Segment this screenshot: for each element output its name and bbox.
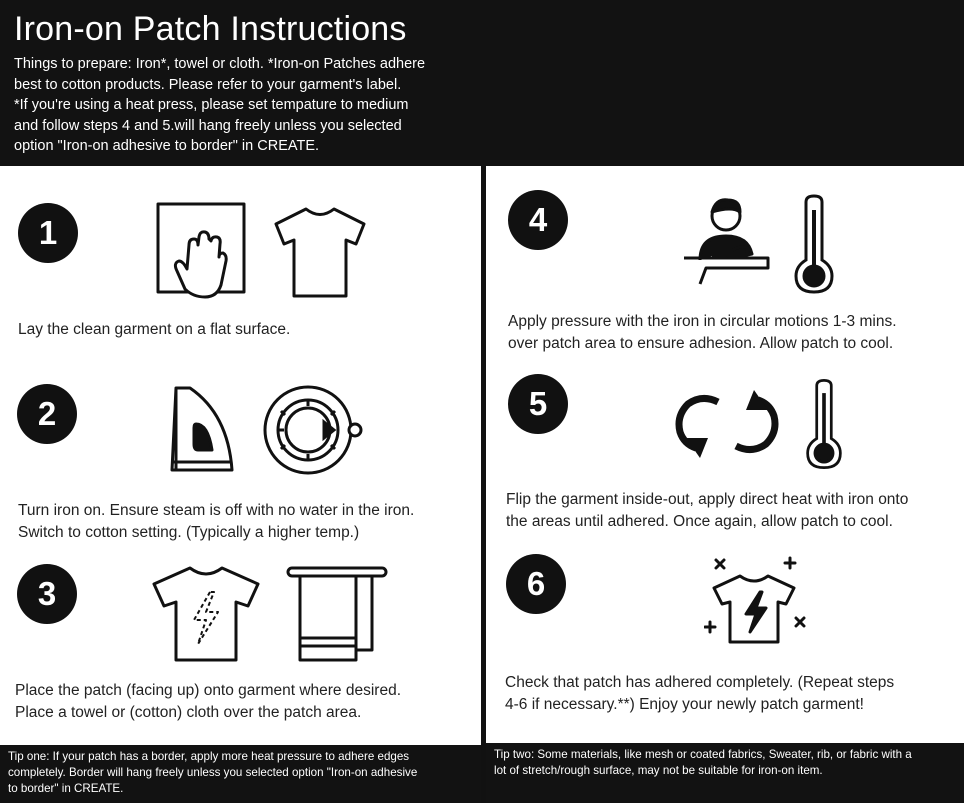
- step-4-badge: 4: [508, 190, 568, 250]
- flip-arrows-icon: [674, 388, 780, 460]
- towel-hand-icon: [155, 201, 247, 301]
- header-banner: [0, 0, 964, 166]
- tshirt-patch-icon: [150, 564, 262, 664]
- iron-icon: [168, 384, 236, 476]
- tip-one: Tip one: If your patch has a border, apply more heat pressure to adhere edges completely. Border will hang freely unless you selected option "Iron-on adhesive to border" in CREATE.: [0, 745, 481, 803]
- intro-text: Things to prepare: Iron*, towel or cloth. *Iron-on Patches adhere best to cotton products. Please refer to your garment's label. *If you're using a heat press, please set tempature to medium and follow steps 4 and 5.will hang freely unless you selected option "Iron-on adhesive to border" in CREATE.: [14, 56, 426, 154]
- step-6-text: Check that patch has adhered completely. (Repeat steps 4-6 if necessary.**) Enjoy your newly patch garment!: [505, 674, 895, 713]
- left-panel: [0, 166, 481, 745]
- step-5-text: Flip the garment inside-out, apply direct heat with iron onto the areas until adhered. Once again, allow patch to cool.: [506, 491, 909, 530]
- thermometer-icon: [804, 374, 844, 474]
- step-1-badge: 1: [18, 203, 78, 263]
- tshirt-sparkle-icon: [704, 554, 806, 646]
- step-3-text: Place the patch (facing up) onto garment where desired. Place a towel or (cotton) cloth over the patch area.: [15, 682, 402, 721]
- step-5-badge: 5: [508, 374, 568, 434]
- temperature-dial-icon: [262, 384, 364, 476]
- step-3-badge: 3: [17, 564, 77, 624]
- right-panel: [486, 166, 964, 743]
- thermometer-icon: [792, 194, 836, 294]
- step-2-badge: 2: [17, 384, 77, 444]
- step-2-text: Turn iron on. Ensure steam is off with no water in the iron. Switch to cotton setting. (Typically a higher temp.): [18, 502, 415, 541]
- towel-rack-icon: [286, 564, 388, 664]
- page-title: Iron-on Patch Instructions: [14, 10, 407, 48]
- tip-two: Tip two: Some materials, like mesh or coated fabrics, Sweater, rib, or fabric with a lot of stretch/rough surface, may not be suitable for iron-on item.: [486, 743, 964, 803]
- person-ironing-icon: [682, 194, 772, 290]
- step-4-text: Apply pressure with the iron in circular motions 1-3 mins. over patch area to ensure adhesion. Allow patch to cool.: [508, 313, 897, 352]
- tshirt-icon: [272, 204, 368, 300]
- step-6-badge: 6: [506, 554, 566, 614]
- step-1-text: Lay the clean garment on a flat surface.: [18, 321, 291, 338]
